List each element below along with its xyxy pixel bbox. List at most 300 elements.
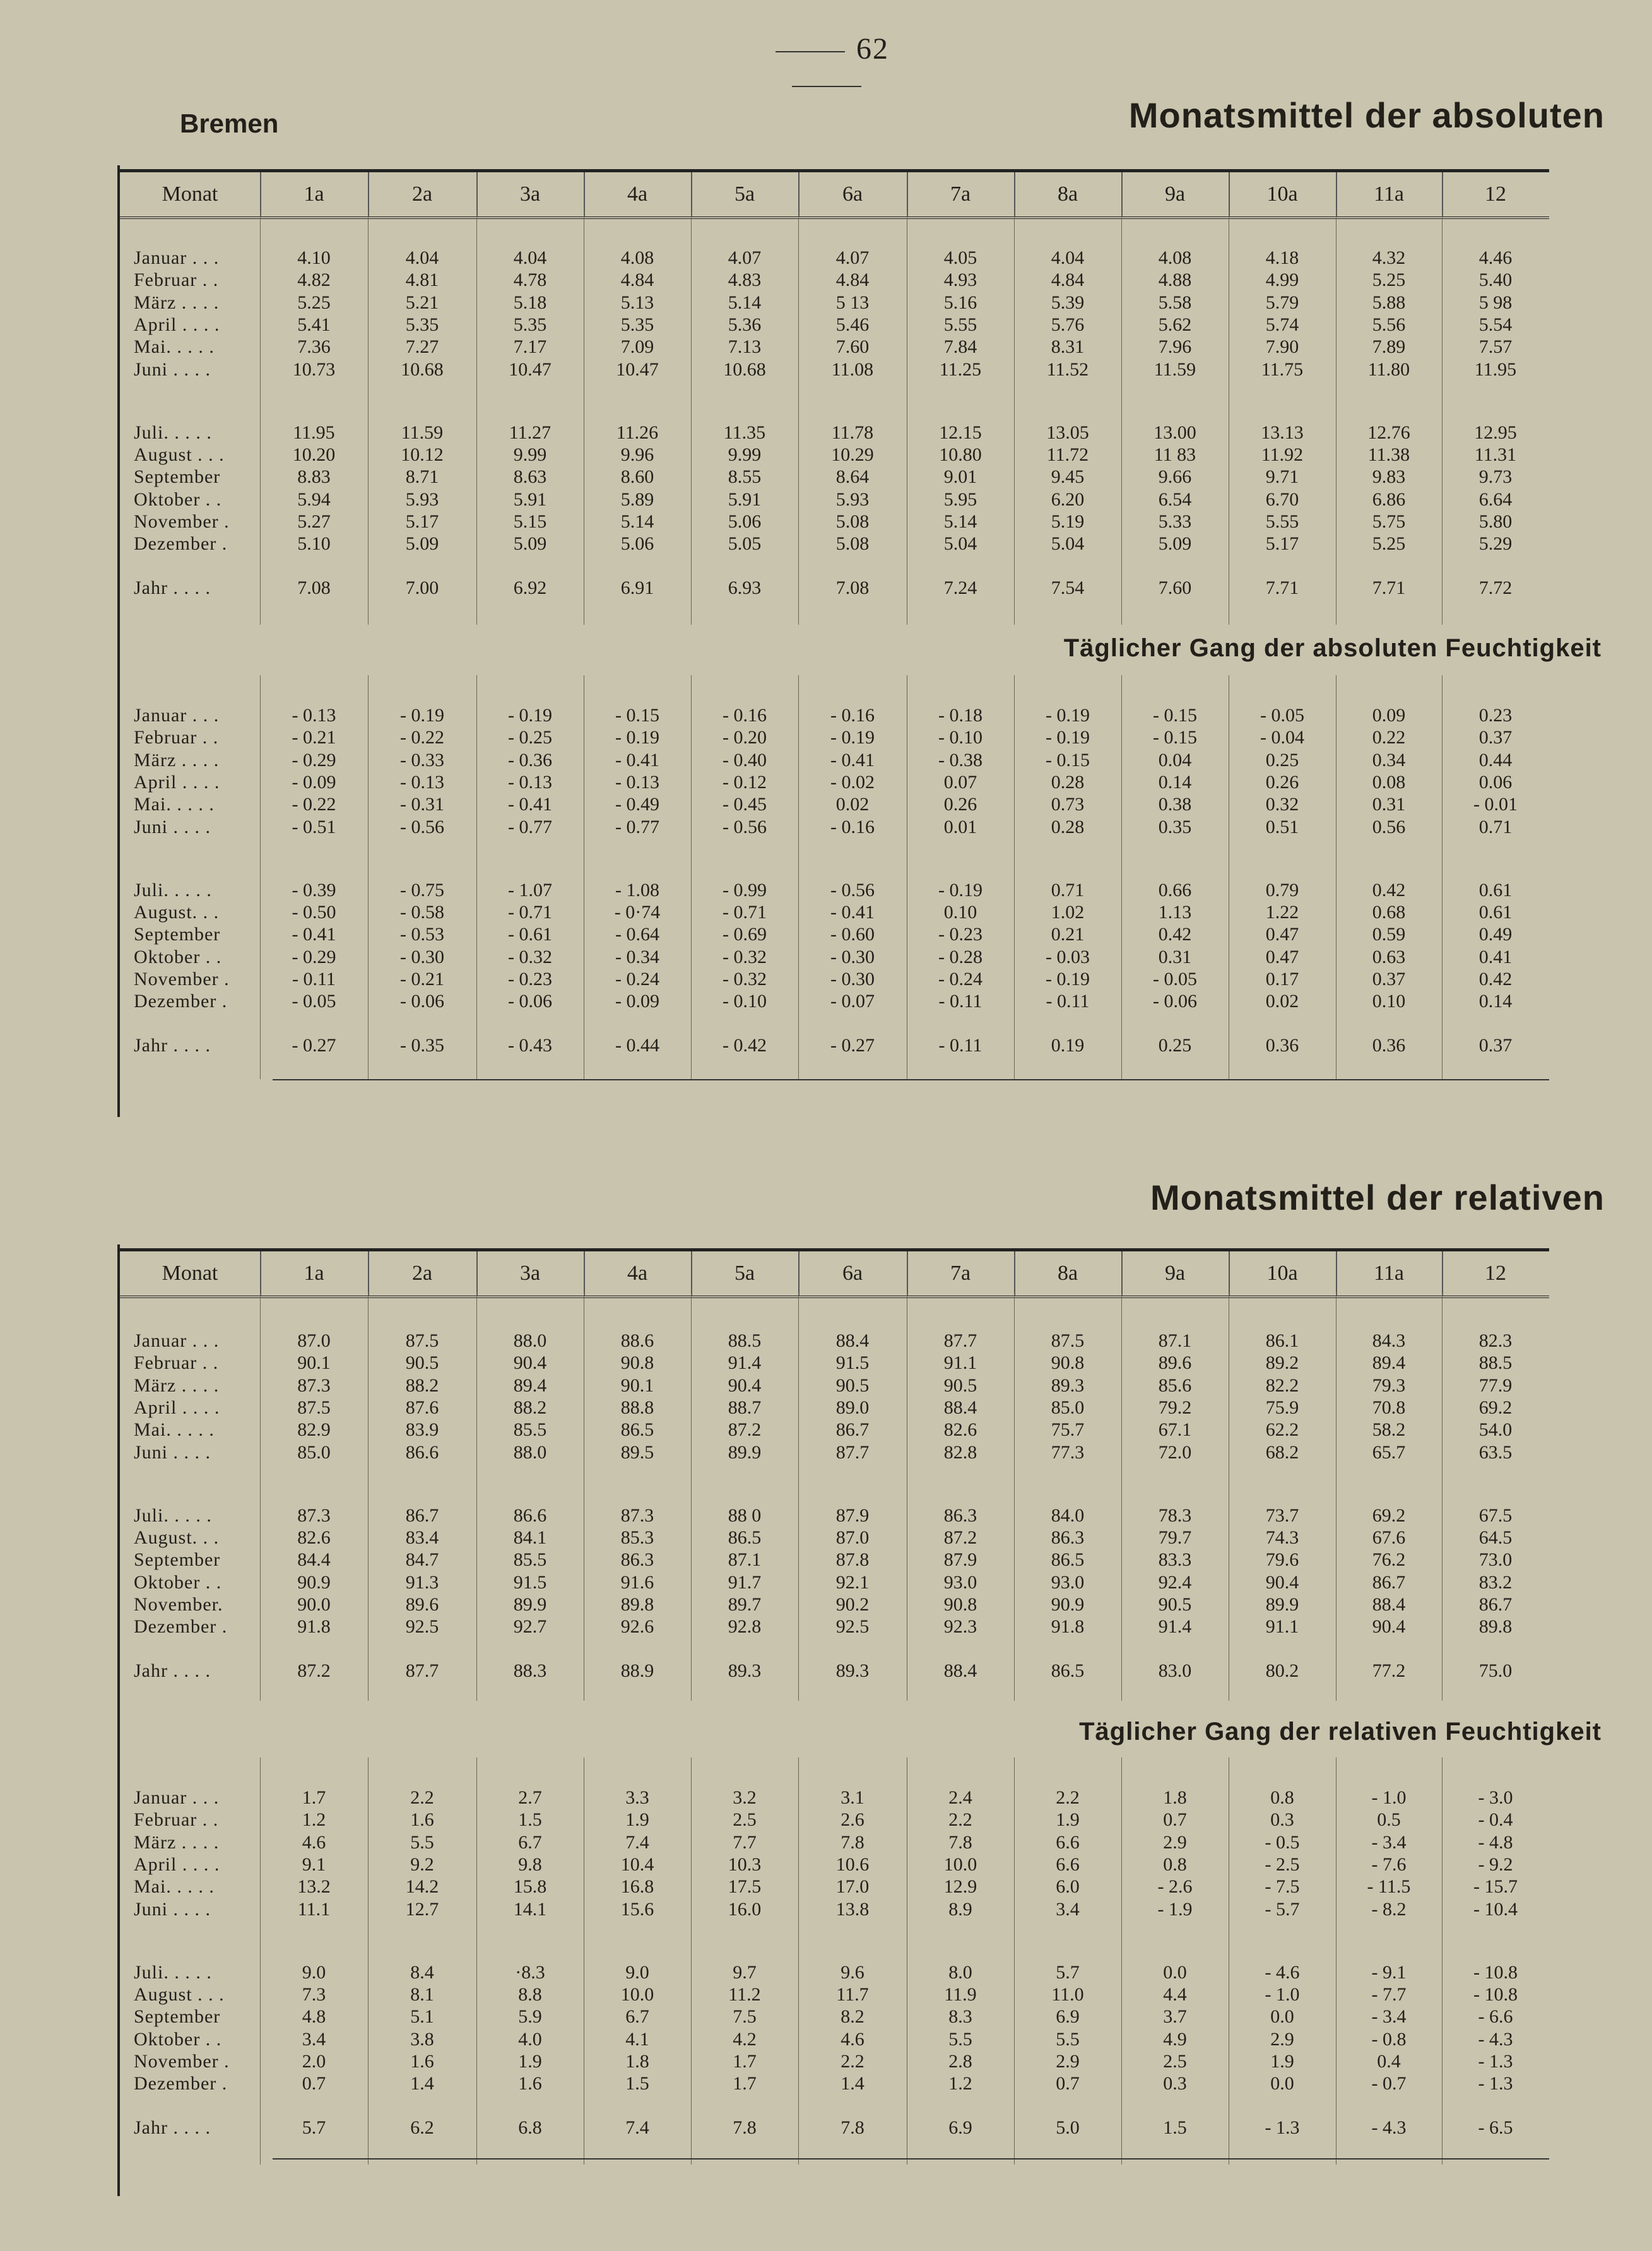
table-cell: 7.60 <box>1158 577 1192 599</box>
table-cell: 5.95 <box>943 488 977 510</box>
table-cell: 87.8 <box>835 1549 870 1571</box>
table-cell: 86.5 <box>728 1527 762 1549</box>
table-cell: 91.5 <box>835 1352 870 1374</box>
table-cell: 86.3 <box>620 1549 654 1571</box>
table-cell: 4.04 <box>513 247 547 268</box>
table-cell: 86.5 <box>1051 1660 1085 1682</box>
table-cell: 79.2 <box>1158 1397 1192 1418</box>
table-cell: 5.08 <box>835 511 870 532</box>
table-cell: 84.0 <box>1051 1504 1085 1526</box>
month-row-label: Mai. . . . . <box>134 1419 215 1441</box>
table-cell: 1.7 <box>733 2073 757 2094</box>
table-cell: 11.0 <box>1051 1984 1084 2006</box>
table-cell: 5.93 <box>405 488 439 510</box>
month-row-label: November. <box>134 1594 223 1615</box>
month-row-label: September <box>134 466 221 488</box>
table-cell: - 0.24 <box>615 969 659 990</box>
table-cell: 0.7 <box>1163 1809 1187 1831</box>
table-cell: - 10.4 <box>1473 1898 1518 1920</box>
table-cell: 2.7 <box>518 1787 542 1808</box>
table-cell: 5.19 <box>1051 511 1085 532</box>
table-cell: 7.08 <box>297 577 331 599</box>
table-cell: 4.8 <box>302 2006 326 2028</box>
table-cell: - 15.7 <box>1473 1876 1518 1898</box>
table-cell: - 0·74 <box>614 902 661 923</box>
table-cell: 4.84 <box>620 269 654 291</box>
table-cell: - 6.6 <box>1478 2006 1513 2028</box>
hour-column-header: 12 <box>1485 1261 1506 1285</box>
table-cell: - 0.16 <box>830 816 875 837</box>
table-cell: 0.08 <box>1372 771 1406 793</box>
table-cell: 14.1 <box>513 1898 547 1920</box>
table-cell: 69.2 <box>1478 1397 1513 1418</box>
table-cell: 0.41 <box>1478 946 1513 967</box>
table-cell: 4.9 <box>1163 2028 1187 2050</box>
table-cell: 87.5 <box>1051 1330 1085 1351</box>
table-cell: 7.8 <box>948 1831 972 1853</box>
table-cell: - 0.33 <box>400 749 444 771</box>
month-row-label: Dezember . <box>134 533 228 555</box>
table-cell: 7.36 <box>297 336 331 358</box>
hour-column-header: 11a <box>1336 1251 1443 1296</box>
table-cell: - 1.9 <box>1157 1898 1193 1920</box>
table-cell: 88.6 <box>620 1330 654 1351</box>
table-cell: 90.8 <box>620 1352 654 1374</box>
month-row-label: Juni . . . . <box>134 1441 211 1463</box>
table-cell: 4.18 <box>1265 247 1299 268</box>
table-cell: 1.5 <box>1163 2117 1187 2139</box>
table-cell: 5.91 <box>513 488 547 510</box>
table-cell: 93.0 <box>943 1571 977 1593</box>
table-cell: 6.93 <box>728 577 762 599</box>
table-cell: 90.5 <box>943 1374 977 1396</box>
table-cell: 1.2 <box>302 1809 326 1831</box>
table-cell: 11.95 <box>293 422 335 443</box>
table-cell: - 4.8 <box>1478 1831 1513 1853</box>
table-cell: - 0.34 <box>615 946 659 967</box>
table-cell: 5.0 <box>1056 2117 1080 2139</box>
section-title: Monatsmittel der relativen <box>1150 1178 1605 1217</box>
month-row-label: November . <box>134 969 230 990</box>
table-cell: 82.3 <box>1478 1330 1513 1351</box>
table-cell: - 0.19 <box>1046 705 1090 726</box>
table-cell: - 0.27 <box>292 1035 336 1056</box>
table-cell: 4.05 <box>943 247 977 268</box>
month-row-label: Oktober . . <box>134 1571 222 1593</box>
month-row-label: Juli. . . . . <box>134 1961 212 1983</box>
table-cell: 89.8 <box>1478 1616 1513 1638</box>
table-cell: 91.7 <box>728 1571 762 1593</box>
table-cell: 5 98 <box>1478 292 1513 313</box>
table-cell: 11.38 <box>1367 444 1410 466</box>
table-cell: 87.7 <box>835 1441 870 1463</box>
table-cell: 0.73 <box>1051 794 1085 815</box>
table-cell: 4.6 <box>841 2028 864 2050</box>
hour-column-header: 10a <box>1229 1251 1337 1296</box>
table-cell: 86.3 <box>1051 1527 1085 1549</box>
hour-column-header: 9a <box>1121 1251 1230 1296</box>
table-cell: 11.7 <box>836 1984 869 2006</box>
table-cell: 11.35 <box>723 422 766 443</box>
table-cell: - 0.75 <box>400 879 444 901</box>
table-cell: 83.9 <box>405 1419 439 1441</box>
table-cell: 87.5 <box>297 1397 331 1418</box>
table-cell: 87.9 <box>835 1504 870 1526</box>
table-cell: 10.3 <box>728 1853 762 1875</box>
table-cell: 1.6 <box>410 1809 434 1831</box>
table-cell: - 0.12 <box>723 771 767 793</box>
table-cell: 92.8 <box>728 1616 762 1638</box>
table-cell: - 2.6 <box>1157 1876 1193 1898</box>
table-cell: - 0.58 <box>400 902 444 923</box>
hour-column-header: 6a <box>798 172 908 216</box>
table-cell: - 0.39 <box>292 879 336 901</box>
month-row-label: Oktober . . <box>134 488 222 510</box>
table-cell: 62.2 <box>1265 1419 1299 1441</box>
table-cell: 0.38 <box>1158 794 1192 815</box>
table-cell: 4.04 <box>1051 247 1085 268</box>
table-cell: 1.5 <box>625 2073 649 2094</box>
table-cell: 63.5 <box>1478 1441 1513 1463</box>
table-cell: 0.26 <box>943 794 977 815</box>
table-cell: 0.8 <box>1270 1787 1294 1808</box>
month-row-label: August . . . <box>134 444 225 466</box>
table-cell: 11.9 <box>944 1984 977 2006</box>
table-cell: 2.2 <box>1056 1787 1080 1808</box>
table-cell: - 0.11 <box>938 1035 982 1056</box>
table-cell: 84.7 <box>405 1549 439 1571</box>
table-cell: - 0.40 <box>723 749 767 771</box>
month-row-label: Februar . . <box>134 727 219 748</box>
table-cell: - 7.6 <box>1371 1853 1407 1875</box>
table-cell: - 0.56 <box>723 816 767 837</box>
table-cell: 1.8 <box>1163 1787 1187 1808</box>
table-cell: 0.42 <box>1158 924 1192 945</box>
table-cell: 90.8 <box>1051 1352 1085 1374</box>
table-header-row <box>120 169 1549 219</box>
table-cell: 87.6 <box>405 1397 439 1418</box>
table-cell: 13.8 <box>835 1898 870 1920</box>
table-header-row <box>120 1248 1549 1298</box>
table-cell: 9.83 <box>1372 466 1406 488</box>
table-cell: 7.72 <box>1478 577 1513 599</box>
table-cell: 6.6 <box>1056 1831 1080 1853</box>
table-cell: 5.21 <box>405 292 439 313</box>
month-row-label: Mai. . . . . <box>134 1876 215 1898</box>
year-row-label: Jahr . . . . <box>134 1035 211 1056</box>
table-cell: - 10.8 <box>1473 1984 1518 2006</box>
table-cell: 73.7 <box>1265 1504 1299 1526</box>
table-cell: 5.74 <box>1265 314 1299 335</box>
table-cell: 0.37 <box>1478 1035 1513 1056</box>
table-cell: 10.80 <box>939 444 982 466</box>
hour-column-header: 7a <box>907 172 1015 216</box>
table-cell: - 0.04 <box>1260 727 1304 748</box>
table-cell: 11.92 <box>1261 444 1304 466</box>
table-cell: 68.2 <box>1265 1441 1299 1463</box>
table-cell: 90.2 <box>835 1594 870 1615</box>
table-cell: - 0.38 <box>938 749 982 771</box>
table-cell: - 0.44 <box>615 1035 659 1056</box>
table-cell: 90.5 <box>1158 1594 1192 1615</box>
month-row-label: März . . . . <box>134 1374 220 1396</box>
table-cell: 87.7 <box>405 1660 439 1682</box>
table-cell: 77.2 <box>1372 1660 1406 1682</box>
table-cell: - 0.71 <box>723 902 767 923</box>
table-cell: 7.7 <box>733 1831 757 1853</box>
table-cell: 5.5 <box>948 2028 972 2050</box>
table-cell: 0.63 <box>1372 946 1406 967</box>
table-cell: 4.6 <box>302 1831 326 1853</box>
month-row-label: März . . . . <box>134 292 220 313</box>
table-cell: 5.7 <box>302 2117 326 2139</box>
table-cell: 88.0 <box>513 1441 547 1463</box>
table-cell: 4.81 <box>405 269 439 291</box>
table-cell: - 0.05 <box>1260 705 1304 726</box>
table-cell: 7.96 <box>1158 336 1192 358</box>
table-cell: - 0.77 <box>508 816 552 837</box>
table-cell: 10.47 <box>509 358 552 380</box>
month-row-label: September <box>134 1549 221 1571</box>
month-row-label: Juni . . . . <box>134 358 211 380</box>
table-cell: 1.2 <box>948 2073 972 2094</box>
table-cell: 13.00 <box>1153 422 1196 443</box>
table-cell: - 0.56 <box>830 879 875 901</box>
table-cell: 7.8 <box>841 2117 864 2139</box>
table-cell: 89.4 <box>1372 1352 1406 1374</box>
table-cell: 86.5 <box>620 1419 654 1441</box>
table-cell: 79.6 <box>1265 1549 1299 1571</box>
table-cell: 11.25 <box>939 358 982 380</box>
section-subtitle: Täglicher Gang der relativen Feuchtigkeit <box>1079 1718 1602 1746</box>
table-cell: 90.4 <box>513 1352 547 1374</box>
table-cell: 0.14 <box>1478 991 1513 1012</box>
table-cell: 90.1 <box>297 1352 331 1374</box>
table-cell: - 0.13 <box>615 771 659 793</box>
table-cell: 6.8 <box>518 2117 542 2139</box>
table-cell: 88.2 <box>513 1397 547 1418</box>
table-cell: 92.5 <box>835 1616 870 1638</box>
table-cell: 0.19 <box>1051 1035 1085 1056</box>
table-cell: 90.9 <box>1051 1594 1085 1615</box>
table-cell: 8.4 <box>410 1961 434 1983</box>
table-cell: 89.6 <box>405 1594 439 1615</box>
table-cell: 82.2 <box>1265 1374 1299 1396</box>
table-cell: - 0.5 <box>1265 1831 1300 1853</box>
table-cell: 0.79 <box>1265 879 1299 901</box>
table-cell: 5.14 <box>620 511 654 532</box>
hour-column-header: 10a <box>1229 172 1337 216</box>
table-cell: 6.86 <box>1372 488 1406 510</box>
table-cell: 87.1 <box>728 1549 762 1571</box>
month-column-header: Monat <box>120 1251 261 1296</box>
hour-column-header: 8a <box>1014 172 1123 216</box>
table-bottom-rule <box>273 1079 1549 1080</box>
table-cell: 5.09 <box>513 533 547 555</box>
table-cell: 4.78 <box>513 269 547 291</box>
table-cell: - 0.11 <box>1046 991 1090 1012</box>
hour-column-header: 1a <box>260 172 369 216</box>
table-cell: 82.6 <box>943 1419 977 1441</box>
table-cell: 92.6 <box>620 1616 654 1638</box>
table-cell: - 0.64 <box>615 924 659 945</box>
table-cell: 5.58 <box>1158 292 1192 313</box>
table-cell: 0.61 <box>1478 902 1513 923</box>
month-row-label: August . . . <box>134 1984 225 2006</box>
table-cell: 5.05 <box>728 533 762 555</box>
table-cell: - 0.01 <box>1473 794 1518 815</box>
table-cell: 1.22 <box>1265 902 1299 923</box>
table-cell: 91.6 <box>620 1571 654 1593</box>
month-row-label: Februar . . <box>134 1352 219 1374</box>
table-cell: 5.35 <box>620 314 654 335</box>
table-cell: 11.95 <box>1474 358 1517 380</box>
table-cell: 92.4 <box>1158 1571 1192 1593</box>
table-cell: 0.32 <box>1265 794 1299 815</box>
month-row-label: Dezember . <box>134 991 228 1012</box>
hour-column-header: 9a <box>1121 172 1230 216</box>
table-cell: 9.0 <box>625 1961 649 1983</box>
table-cell: 3.4 <box>1056 1898 1080 1920</box>
table-cell: 91.5 <box>513 1571 547 1593</box>
table-cell: 86.7 <box>405 1504 439 1526</box>
table-cell: 2.9 <box>1056 2051 1080 2072</box>
table-cell: 77.9 <box>1478 1374 1513 1396</box>
table-cell: 0.31 <box>1372 794 1406 815</box>
table-cell: - 0.20 <box>723 727 767 748</box>
table-cell: 5.36 <box>728 314 762 335</box>
table-cell: 85.0 <box>297 1441 331 1463</box>
hour-column-header: 12 <box>1485 182 1506 206</box>
month-row-label: April . . . . <box>134 314 220 335</box>
table-cell: 0.28 <box>1051 816 1085 837</box>
table-cell: 89.5 <box>620 1441 654 1463</box>
table-cell: - 0.29 <box>292 946 336 967</box>
month-row-label: März . . . . <box>134 749 220 771</box>
table-cell: - 0.7 <box>1371 2073 1407 2094</box>
table-cell: 2.9 <box>1163 1831 1187 1853</box>
table-cell: - 3.0 <box>1478 1787 1513 1808</box>
table-cell: 5.33 <box>1158 511 1192 532</box>
table-cell: 4.07 <box>728 247 762 268</box>
table-cell: 4.08 <box>1158 247 1192 268</box>
table-cell: 8.8 <box>518 1984 542 2006</box>
table-cell: 84.1 <box>513 1527 547 1549</box>
table-cell: 87.5 <box>405 1330 439 1351</box>
table-cell: 86.6 <box>405 1441 439 1463</box>
table-cell: 8.55 <box>728 466 762 488</box>
month-row-label: August. . . <box>134 1527 220 1549</box>
table-cell: 5.35 <box>405 314 439 335</box>
table-cell: - 0.19 <box>938 879 982 901</box>
table-cell: 0.0 <box>1270 2073 1294 2094</box>
table-cell: 5.04 <box>1051 533 1085 555</box>
table-cell: 5 13 <box>835 292 870 313</box>
table-cell: 5.39 <box>1051 292 1085 313</box>
table-cell: 4.0 <box>518 2028 542 2050</box>
table-cell: 0.59 <box>1372 924 1406 945</box>
table-cell: 91.8 <box>1051 1616 1085 1638</box>
table-cell: 8.64 <box>835 466 870 488</box>
month-row-label: September <box>134 924 221 945</box>
table-cell: 12.7 <box>405 1898 439 1920</box>
table-cell: 5.13 <box>620 292 654 313</box>
table-cell: 87.2 <box>728 1419 762 1441</box>
table-cell: - 0.07 <box>830 991 875 1012</box>
table-cell: 0.42 <box>1372 879 1406 901</box>
table-cell: 9.99 <box>513 444 547 466</box>
table-cell: 5.7 <box>1056 1961 1080 1983</box>
table-cell: 5.35 <box>513 314 547 335</box>
table-cell: 4.07 <box>835 247 870 268</box>
table-cell: - 0.41 <box>615 749 659 771</box>
table-cell: 0.61 <box>1478 879 1513 901</box>
table-cell: 9.73 <box>1478 466 1513 488</box>
table-cell: 0.4 <box>1377 2051 1401 2072</box>
table-cell: 0.3 <box>1270 1809 1294 1831</box>
table-cell: 5.09 <box>405 533 439 555</box>
table-cell: 8.83 <box>297 466 331 488</box>
table-cell: - 0.09 <box>615 991 659 1012</box>
table-cell: 80.2 <box>1265 1660 1299 1682</box>
table-cell: 7.24 <box>943 577 977 599</box>
table-cell: - 0.15 <box>1153 727 1197 748</box>
table-cell: 16.8 <box>620 1876 654 1898</box>
table-cell: 0.25 <box>1265 749 1299 771</box>
table-cell: - 0.27 <box>830 1035 875 1056</box>
table-cell: 13.13 <box>1261 422 1304 443</box>
table-cell: 5.04 <box>943 533 977 555</box>
table-cell: - 0.31 <box>400 794 444 815</box>
table-cell: 92.5 <box>405 1616 439 1638</box>
table-cell: 89.3 <box>835 1660 870 1682</box>
month-row-label: Mai. . . . . <box>134 794 215 815</box>
table-cell: 3.7 <box>1163 2006 1187 2028</box>
table-cell: 85.5 <box>513 1549 547 1571</box>
table-cell: - 0.50 <box>292 902 336 923</box>
month-row-label: Juli. . . . . <box>134 422 212 443</box>
month-row-label: Juli. . . . . <box>134 1504 212 1526</box>
table-cell: 16.0 <box>728 1898 762 1920</box>
table-cell: 15.6 <box>620 1898 654 1920</box>
table-cell: 54.0 <box>1478 1419 1513 1441</box>
table-cell: 2.9 <box>1270 2028 1294 2050</box>
table-cell: 86.5 <box>1051 1549 1085 1571</box>
table-cell: 86.6 <box>513 1504 547 1526</box>
table-cell: - 0.21 <box>292 727 336 748</box>
table-cell: 90.4 <box>1372 1616 1406 1638</box>
table-cell: 3.4 <box>302 2028 326 2050</box>
table-cell: 7.84 <box>943 336 977 358</box>
table-cell: 0.34 <box>1372 749 1406 771</box>
table-cell: - 0.19 <box>508 705 552 726</box>
table-cell: 5.89 <box>620 488 654 510</box>
table-cell: 87.2 <box>297 1660 331 1682</box>
table-cell: ·8.3 <box>515 1961 545 1983</box>
table-cell: 7.09 <box>620 336 654 358</box>
table-cell: 5.79 <box>1265 292 1299 313</box>
table-cell: 0.37 <box>1478 727 1513 748</box>
table-cell: 11.27 <box>509 422 552 443</box>
table-cell: 5.16 <box>943 292 977 313</box>
table-cell: - 0.19 <box>830 727 875 748</box>
month-row-label: November . <box>134 2051 230 2072</box>
table-cell: 0.71 <box>1051 879 1085 901</box>
table-cell: 69.2 <box>1372 1504 1406 1526</box>
table-cell: - 4.6 <box>1265 1961 1300 1983</box>
table-cell: 0.42 <box>1478 969 1513 990</box>
table-cell: 87.2 <box>943 1527 977 1549</box>
